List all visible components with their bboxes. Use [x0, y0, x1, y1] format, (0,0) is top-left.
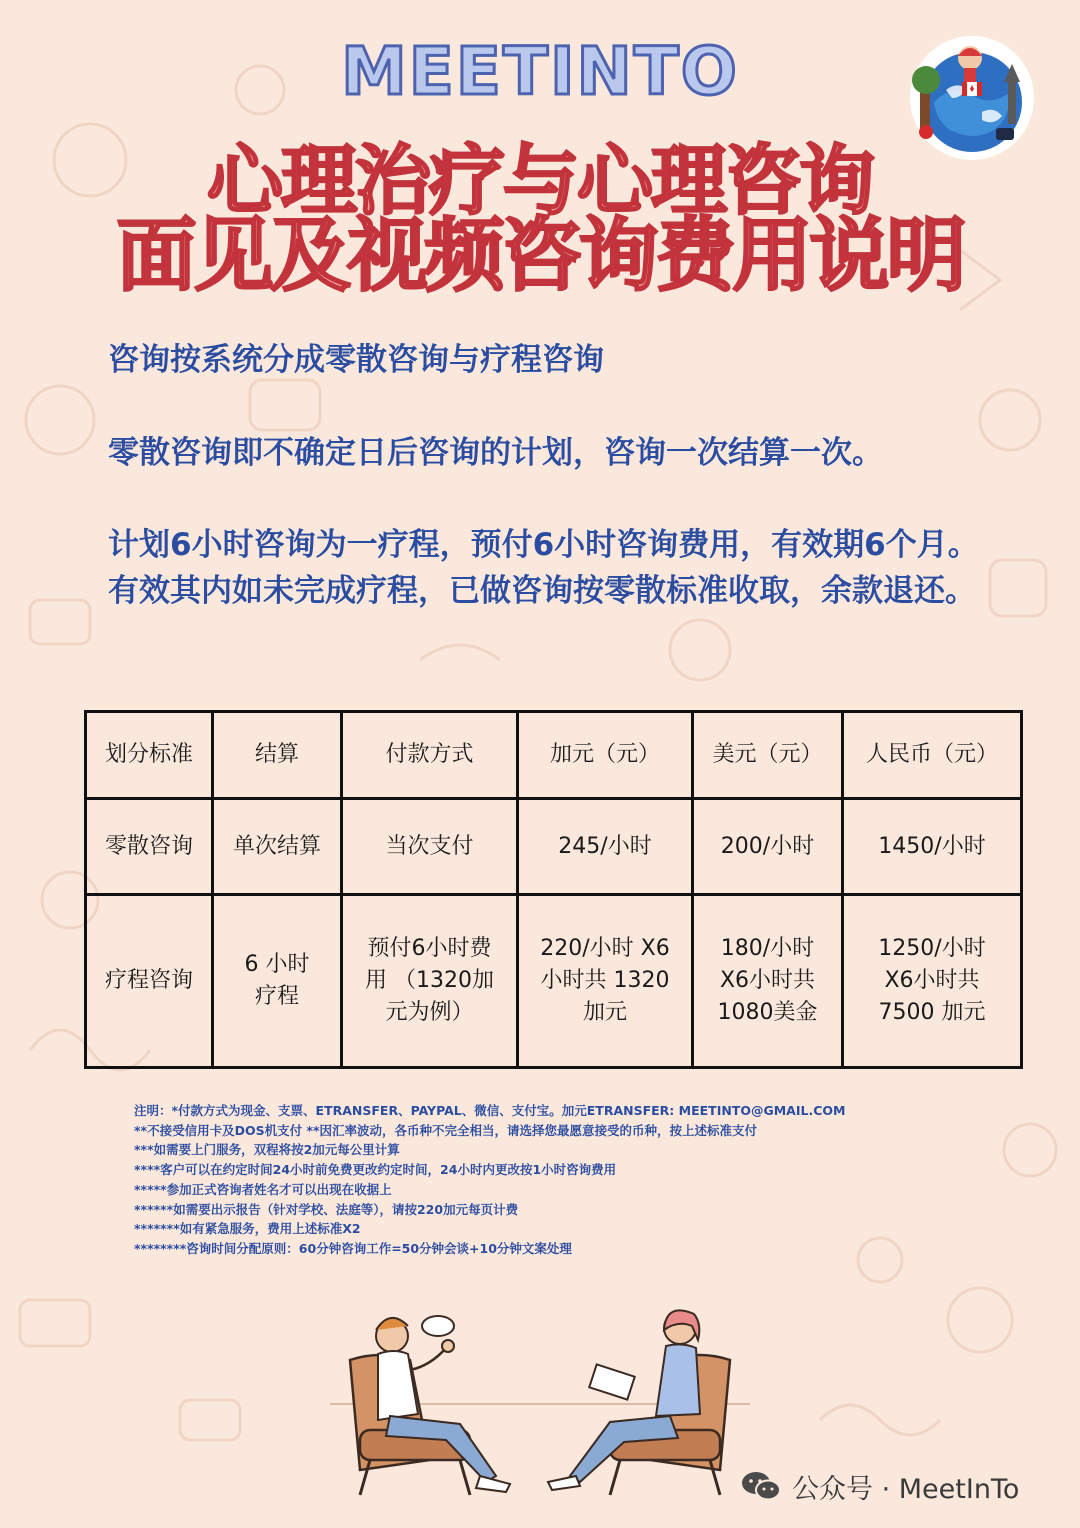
header-rmb: 人民币（元）: [843, 712, 1022, 799]
table-cell: 疗程咨询: [86, 895, 213, 1068]
note-line: ***如需要上门服务，双程将按2加元每公里计算: [134, 1142, 400, 1158]
table-cell: 1450/小时: [843, 799, 1022, 895]
table-cell: 6 小时疗程: [213, 895, 342, 1068]
title-line-1: 心理治疗与心理咨询: [207, 136, 873, 225]
note-line: *****参加正式咨询者姓名才可以出现在收据上: [134, 1181, 392, 1197]
note-line: **不接受信用卡及DOS机支付 **因汇率波动，各币种不完全相当，请选择您最愿意接受的币种，按上述标准支付: [134, 1122, 758, 1138]
header-category: 划分标准: [86, 712, 213, 799]
table-cell: 180/小时 X6小时共 1080美金: [693, 895, 843, 1068]
table-cell: 预付6小时费用 （1320加元为例）: [342, 895, 518, 1068]
note-line: ******如需要出示报告（针对学校、法庭等），请按220加元每页计费: [134, 1201, 519, 1217]
table-cell: 200/小时: [693, 799, 843, 895]
table-cell: 当次支付: [342, 799, 518, 895]
table-row: [86, 799, 1022, 895]
title-line-2: 面见及视频咨询费用说明: [116, 209, 964, 302]
table-cell: 245/小时: [518, 799, 693, 895]
table-header-row: [86, 712, 1022, 799]
brand-logo: MEETINTO: [341, 33, 739, 110]
note-line: *******如有紧急服务，费用上述标准X2: [134, 1221, 361, 1237]
header-payment-method: 付款方式: [342, 712, 518, 799]
single-session-paragraph: 零散咨询即不确定日后咨询的计划，咨询一次结算一次。: [108, 435, 883, 471]
watermark-text: 公众号 · MeetInTo: [792, 1473, 1020, 1505]
notes-section: [134, 1101, 1034, 1259]
wechat-watermark: [740, 1462, 1019, 1510]
note-line: ****客户可以在约定时间24小时前免费更改约定时间，24小时内更改按1小时咨询费用: [134, 1162, 617, 1178]
note-line: 注明：*付款方式为现金、支票、ETRANSFER、PAYPAL、微信、支付宝。加元ETRANSFER: MEETINTO@GMAIL.COM: [134, 1103, 846, 1118]
counseling-session-illustration: [330, 1300, 750, 1510]
table-cell: 零散咨询: [86, 799, 213, 895]
table-cell: 220/小时 X6小时共 1320 加元: [518, 895, 693, 1068]
course-paragraph: 计划6小时咨询为一疗程，预付6小时咨询费用，有效期6个月。 有效其内如未完成疗程，已做咨询按零散标准收取，余款退还。: [108, 527, 979, 609]
table-cell: 单次结算: [213, 799, 342, 895]
header-cad: 加元（元）: [518, 712, 693, 799]
header-settlement: 结算: [213, 712, 342, 799]
wechat-icon: [740, 1469, 782, 1503]
table-cell: 1250/小时 X6小时共 7500 加元: [843, 895, 1022, 1068]
intro-paragraph: 咨询按系统分成零散咨询与疗程咨询: [108, 342, 604, 378]
header-usd: 美元（元）: [693, 712, 843, 799]
fee-table: [84, 710, 1023, 1069]
note-line: ********咨询时间分配原则：60分钟咨询工作=50分钟会谈+10分钟文案处理: [134, 1240, 572, 1256]
table-row: [86, 895, 1022, 1068]
